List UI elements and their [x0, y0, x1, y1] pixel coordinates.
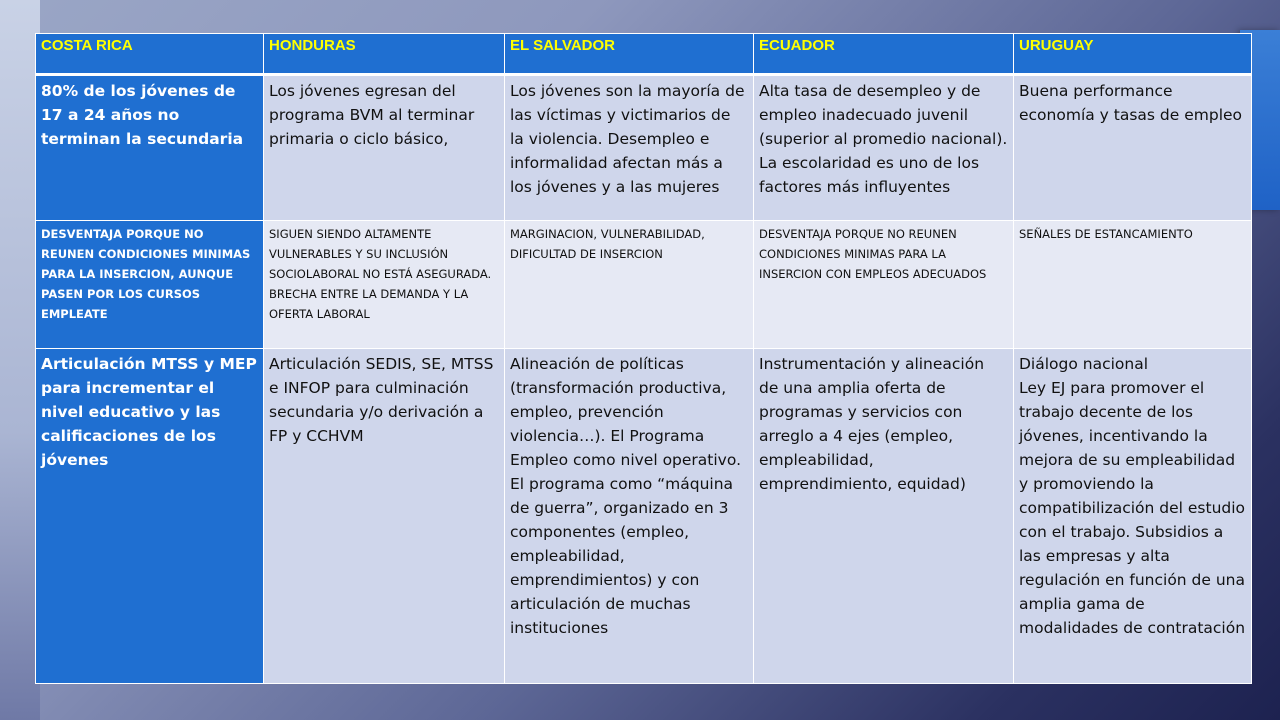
header-el-salvador: EL SALVADOR — [505, 34, 754, 75]
table-cell: MARGINACION, VULNERABILIDAD, DIFICULTAD DE INSERCION — [505, 221, 754, 349]
table-row — [36, 75, 1252, 221]
table-cell: Diálogo nacional Ley EJ para promover el trabajo decente de los jóvenes, incentivando la mejora de su empleabilidad y promoviendo la compatibilización del estudio con el trabajo. Subsidios a las empresas y alta regulación en función de una amplia gama de modalidades de contratación — [1014, 349, 1252, 684]
header-ecuador: ECUADOR — [754, 34, 1014, 75]
table-cell: Alta tasa de desempleo y de empleo inadecuado juvenil (superior al promedio nacional). La escolaridad es uno de los factores más influyentes — [754, 75, 1014, 221]
table-cell: Los jóvenes son la mayoría de las víctimas y victimarios de la violencia. Desempleo e informalidad afectan más a los jóvenes y a las mujeres — [505, 75, 754, 221]
table-cell: Los jóvenes egresan del programa BVM al terminar primaria o ciclo básico, — [264, 75, 505, 221]
table-row — [36, 349, 1252, 684]
comparison-table — [35, 33, 1252, 684]
table-cell: Articulación MTSS y MEP para incrementar el nivel educativo y las calificaciones de los jóvenes — [36, 349, 264, 684]
table-cell: Buena performance economía y tasas de empleo — [1014, 75, 1252, 221]
header-uruguay: URUGUAY — [1014, 34, 1252, 75]
table-cell: Instrumentación y alineación de una amplia oferta de programas y servicios con arreglo a 4 ejes (empleo, empleabilidad, emprendimiento, equidad) — [754, 349, 1014, 684]
background-decoration-left — [0, 0, 40, 720]
table-cell: SEÑALES DE ESTANCAMIENTO — [1014, 221, 1252, 349]
header-costa-rica: COSTA RICA — [36, 34, 264, 75]
table-cell: 80% de los jóvenes de 17 a 24 años no terminan la secundaria — [36, 75, 264, 221]
table-cell: DESVENTAJA PORQUE NO REUNEN CONDICIONES MINIMAS PARA LA INSERCION, AUNQUE PASEN POR LOS CURSOS EMPLEATE — [36, 221, 264, 349]
table-header-row — [36, 34, 1252, 75]
table-cell: Alineación de políticas (transformación productiva, empleo, prevención violencia…). El Programa Empleo como nivel operativo. El programa como “máquina de guerra”, organizado en 3 componentes (empleo, empleabilidad, emprendimientos) y con articulación de muchas instituciones — [505, 349, 754, 684]
table-cell: DESVENTAJA PORQUE NO REUNEN CONDICIONES MINIMAS PARA LA INSERCION CON EMPLEOS ADECUADOS — [754, 221, 1014, 349]
table-cell: Articulación SEDIS, SE, MTSS e INFOP para culminación secundaria y/o derivación a FP y CCHVM — [264, 349, 505, 684]
table-cell: SIGUEN SIENDO ALTAMENTE VULNERABLES Y SU INCLUSIÓN SOCIOLABORAL NO ESTÁ ASEGURADA. BRECHA ENTRE LA DEMANDA Y LA OFERTA LABORAL — [264, 221, 505, 349]
header-honduras: HONDURAS — [264, 34, 505, 75]
table-row — [36, 221, 1252, 349]
